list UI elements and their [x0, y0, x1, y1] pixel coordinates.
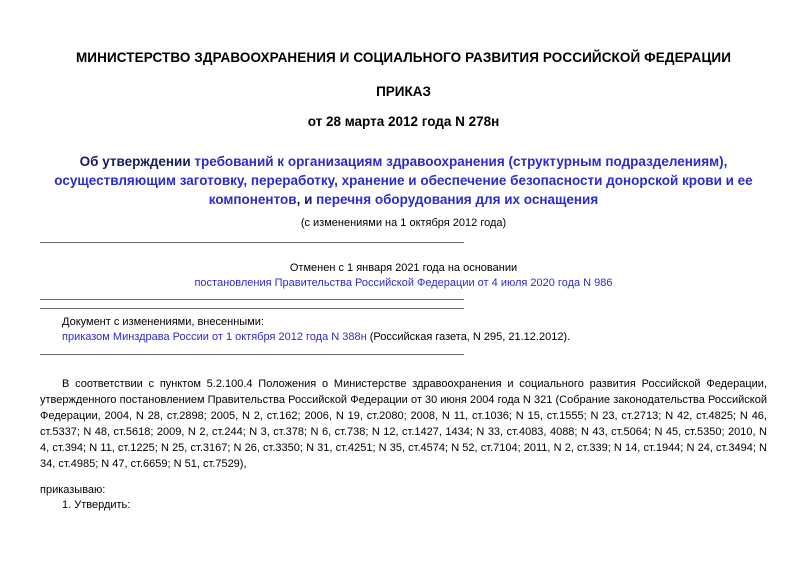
document-type: ПРИКАЗ: [376, 84, 431, 99]
title-middle: , и: [296, 192, 317, 207]
divider: [40, 354, 464, 355]
title-requirements-link[interactable]: требований к организациям здравоохранения (структурным подразделениям), осуществляющим заготовку, переработку, хранение и обеспечение безопасности донорской крови и ее компонентов: [54, 154, 753, 207]
preamble-paragraph: [40, 376, 767, 472]
document-date-number: от 28 марта 2012 года N 278н: [307, 114, 500, 129]
changes-source: (Российская газета, N 295, 21.12.2012).: [366, 331, 571, 343]
order-word: приказываю:: [40, 484, 106, 496]
revision-note: (с изменениями на 1 октября 2012 года): [300, 217, 507, 229]
document-title: [40, 152, 767, 209]
divider: [40, 242, 464, 243]
amending-order-link[interactable]: приказом Минздрава России от 1 октября 2012 года N 388н: [62, 331, 367, 343]
item-1: 1. Утвердить:: [62, 499, 131, 511]
divider: [40, 308, 464, 309]
divider: [40, 299, 464, 300]
ministry-name: МИНИСТЕРСТВО ЗДРАВООХРАНЕНИЯ И СОЦИАЛЬНОГО РАЗВИТИЯ РОССИЙСКОЙ ФЕДЕРАЦИИ: [75, 50, 732, 65]
changes-reference: [62, 331, 570, 343]
title-equipment-list-link[interactable]: перечня оборудования для их оснащения: [316, 192, 599, 207]
cancellation-decree-link[interactable]: постановления Правительства Российской Федерации от 4 июля 2020 года N 986: [194, 277, 613, 289]
cancellation-note: Отменен с 1 января 2021 года на основании: [289, 262, 518, 274]
changes-label: Документ с изменениями, внесенными:: [62, 316, 264, 328]
title-prefix: Об утверждении: [79, 154, 195, 169]
preamble-text: В соответствии с пунктом 5.2.100.4 Положения о Министерстве здравоохранения и социального развития Российской Федерации, утвержденного постановлением Правительства Российской Федерации от 30 июня 2004 года N 321 (Собрание законодательства Российской Федерации, 2004, N 28, ст.2898; 2005, N 2, ст.162; 2006, N 19, ст.2080; 2008, N 11, ст.1036; N 15, ст.1555; N 23, ст.2713; N 42, ст.4825; N 46, ст.5337; N 48, ст.5618; 2009, N 2, ст.244; N 3, ст.378; N 6, ст.738; N 12, ст.1427, 1434; N 33, ст.4083, 4088; N 43, ст.5064; N 45, ст.5350; 2010, N 4, ст.394; N 11, ст.1225; N 25, ст.3167; N 26, ст.3350; N 31, ст.4251; N 35, ст.4574; N 52, ст.7104; 2011, N 2, ст.339; N 14, ст.1944; N 24, ст.3494; N 34, ст.4985; N 47, ст.6659; N 51, ст.7529),: [40, 378, 767, 470]
